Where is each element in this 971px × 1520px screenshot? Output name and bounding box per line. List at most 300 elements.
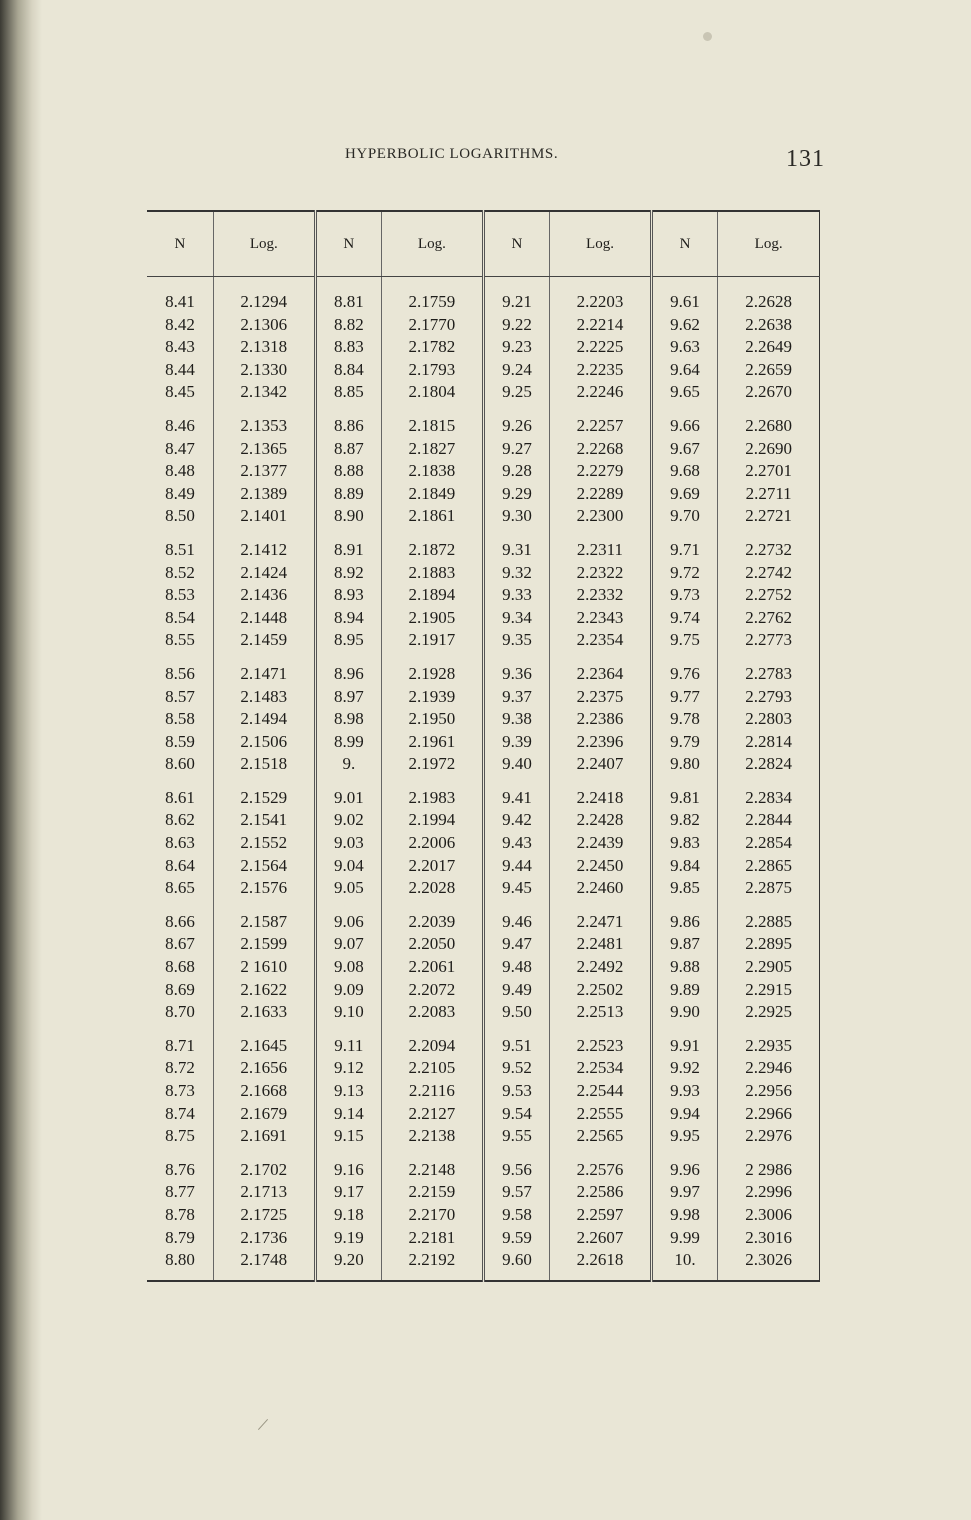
number-cell: 9.80 [651,753,717,776]
log-cell: 2.2471 [550,911,652,934]
log-cell: 2.1365 [213,438,315,461]
number-cell: 9.55 [483,1125,549,1148]
number-cell: 9.28 [483,460,549,483]
number-cell: 8.82 [315,314,381,337]
log-cell: 2.2824 [745,754,792,774]
log-cell: 2.2976 [745,1126,792,1146]
number-cell: 9.25 [483,381,549,404]
number-cell: 9.85 [651,877,717,900]
number-cell: 8.41 [147,291,213,314]
log-cell: 2.1471 [213,663,315,686]
number-cell: 9.37 [483,686,549,709]
log-cell: 2.1861 [382,505,484,528]
number-cell: 8.79 [147,1227,213,1250]
number-cell: 8.78 [147,1204,213,1227]
log-cell: 2.2083 [382,1001,484,1024]
log-cell: 2.2854 [745,833,792,853]
number-cell: 8.95 [315,629,381,652]
number-cell: 8.72 [147,1057,213,1080]
table-row [147,731,820,754]
log-cell: 2.1552 [213,832,315,855]
number-cell: 8.81 [315,291,381,314]
log-cell: 2.1838 [382,460,484,483]
number-cell: 8.70 [147,1001,213,1024]
spacer-row [147,652,820,663]
number-cell: 8.87 [315,438,381,461]
number-cell: 8.93 [315,584,381,607]
log-cell: 2.2181 [382,1227,484,1250]
number-cell: 8.54 [147,607,213,630]
table-row [147,1227,820,1250]
number-cell: 9.83 [651,832,717,855]
number-cell: 9.66 [651,415,717,438]
log-cell: 2.2680 [745,415,792,435]
number-cell: 9.08 [315,956,381,979]
table-row [147,381,820,404]
log-cell: 2.2523 [550,1035,652,1058]
log-cell: 2.2192 [382,1249,484,1272]
spacer-row [147,1272,820,1281]
log-cell: 2.2061 [382,956,484,979]
number-cell: 9.77 [651,686,717,709]
number-cell: 8.52 [147,562,213,585]
log-cell: 2.1782 [382,336,484,359]
log-cell: 2.2834 [745,787,792,807]
log-cell: 2.1928 [382,663,484,686]
log-cell: 2.1587 [213,911,315,934]
log-cell: 2.1483 [213,686,315,709]
number-cell: 9. [315,753,381,776]
number-cell: 9.53 [483,1080,549,1103]
header-log: Log. [382,211,484,277]
number-cell: 9.15 [315,1125,381,1148]
number-cell: 10. [651,1249,717,1272]
number-cell: 9.75 [651,629,717,652]
table-row [147,1080,820,1103]
table-row [147,753,820,776]
log-cell: 2.1894 [382,584,484,607]
table-row [147,1125,820,1148]
number-cell: 9.90 [651,1001,717,1024]
table-row [147,505,820,528]
log-cell: 2.2956 [745,1081,792,1100]
log-cell: 2.1770 [382,314,484,337]
table-row [147,933,820,956]
log-cell: 2.2742 [745,562,792,582]
number-cell: 9.57 [483,1181,549,1204]
number-cell: 9.41 [483,787,549,810]
number-cell: 8.43 [147,336,213,359]
log-cell: 2.2844 [745,810,792,830]
log-cell: 2.2925 [745,1002,792,1022]
log-cell: 2.1342 [213,381,315,404]
number-cell: 8.94 [315,607,381,630]
log-cell: 2 1610 [213,956,315,979]
number-cell: 9.42 [483,809,549,832]
number-cell: 9.73 [651,584,717,607]
number-cell: 9.18 [315,1204,381,1227]
log-cell: 2.2544 [550,1080,652,1103]
log-cell: 2.2670 [745,382,792,402]
number-cell: 9.89 [651,979,717,1002]
log-cell: 2.1950 [382,708,484,731]
number-cell: 8.57 [147,686,213,709]
log-cell: 2.1353 [213,415,315,438]
number-cell: 8.51 [147,539,213,562]
number-cell: 8.73 [147,1080,213,1103]
number-cell: 8.47 [147,438,213,461]
number-cell: 9.59 [483,1227,549,1250]
number-cell: 9.51 [483,1035,549,1058]
log-cell: 2.2481 [550,933,652,956]
number-cell: 9.69 [651,483,717,506]
number-cell: 8.55 [147,629,213,652]
table-row [147,438,820,461]
log-cell: 2.2534 [550,1057,652,1080]
log-cell: 2.2127 [382,1103,484,1126]
number-cell: 9.19 [315,1227,381,1250]
number-cell: 8.80 [147,1249,213,1272]
table-body [147,277,820,1281]
log-cell: 2.2311 [550,539,652,562]
number-cell: 9.52 [483,1057,549,1080]
log-cell: 2.2996 [745,1182,792,1202]
number-cell: 8.71 [147,1035,213,1058]
log-cell: 2.2257 [550,415,652,438]
number-cell: 9.06 [315,911,381,934]
log-cell: 2.2439 [550,832,652,855]
number-cell: 9.13 [315,1080,381,1103]
number-cell: 8.56 [147,663,213,686]
log-cell: 2.2752 [745,585,792,605]
table-row [147,539,820,562]
log-cell: 2.2386 [550,708,652,731]
number-cell: 9.23 [483,336,549,359]
number-cell: 9.82 [651,809,717,832]
log-cell: 2.1815 [382,415,484,438]
table-row [147,809,820,832]
log-cell: 2.3016 [745,1227,792,1247]
number-cell: 8.77 [147,1181,213,1204]
table-row [147,877,820,900]
log-cell: 2.1412 [213,539,315,562]
log-cell: 2.2450 [550,855,652,878]
log-cell: 2.2050 [382,933,484,956]
table-row [147,291,820,314]
paper-stain [703,32,712,41]
log-cell: 2.1518 [213,753,315,776]
number-cell: 9.87 [651,933,717,956]
log-cell: 2.2814 [745,731,792,751]
number-cell: 9.62 [651,314,717,337]
log-cell: 2.1448 [213,607,315,630]
log-cell: 2.2659 [745,359,792,379]
number-cell: 8.98 [315,708,381,731]
number-cell: 9.91 [651,1035,717,1058]
number-cell: 9.65 [651,381,717,404]
log-cell: 2.2214 [550,314,652,337]
table-row [147,359,820,382]
log-cell: 2.1424 [213,562,315,585]
log-cell: 2.1318 [213,336,315,359]
number-cell: 8.96 [315,663,381,686]
number-cell: 9.40 [483,753,549,776]
number-cell: 8.99 [315,731,381,754]
log-cell: 2.2105 [382,1057,484,1080]
number-cell: 9.01 [315,787,381,810]
log-cell: 2.1905 [382,607,484,630]
number-cell: 8.68 [147,956,213,979]
table-row [147,562,820,585]
number-cell: 9.43 [483,832,549,855]
log-cell: 2.2966 [745,1103,792,1123]
book-binding-edge [0,0,42,1520]
log-cell: 2.1804 [382,381,484,404]
number-cell: 9.92 [651,1057,717,1080]
number-cell: 9.48 [483,956,549,979]
table-row [147,415,820,438]
number-cell: 9.70 [651,505,717,528]
log-cell: 2.1725 [213,1204,315,1227]
number-cell: 9.26 [483,415,549,438]
number-cell: 8.50 [147,505,213,528]
table-row [147,483,820,506]
log-cell: 2 2986 [745,1159,792,1179]
log-cell: 2.1849 [382,483,484,506]
number-cell: 9.33 [483,584,549,607]
number-cell: 9.12 [315,1057,381,1080]
log-cell: 2.1827 [382,438,484,461]
log-cell: 2.2235 [550,359,652,382]
number-cell: 8.59 [147,731,213,754]
log-table [147,210,820,1282]
log-cell: 2.1506 [213,731,315,754]
number-cell: 9.58 [483,1204,549,1227]
number-cell: 9.22 [483,314,549,337]
log-cell: 2.2138 [382,1125,484,1148]
log-cell: 2.1713 [213,1181,315,1204]
number-cell: 9.10 [315,1001,381,1024]
number-cell: 8.90 [315,505,381,528]
number-cell: 9.45 [483,877,549,900]
number-cell: 9.50 [483,1001,549,1024]
table-row [147,584,820,607]
log-cell: 2.1306 [213,314,315,337]
number-cell: 9.39 [483,731,549,754]
number-cell: 9.79 [651,731,717,754]
log-cell: 2.1939 [382,686,484,709]
number-cell: 8.58 [147,708,213,731]
log-cell: 2.2905 [745,957,792,977]
number-cell: 9.35 [483,629,549,652]
spacer-row [147,1024,820,1035]
log-cell: 2.2300 [550,505,652,528]
header-log: Log. [550,211,652,277]
number-cell: 8.46 [147,415,213,438]
table-row [147,686,820,709]
number-cell: 9.93 [651,1080,717,1103]
log-cell: 2.2628 [745,292,792,311]
log-cell: 2.2576 [550,1159,652,1182]
number-cell: 8.49 [147,483,213,506]
log-cell: 2.2170 [382,1204,484,1227]
number-cell: 8.48 [147,460,213,483]
number-cell: 9.38 [483,708,549,731]
log-cell: 2.2354 [550,629,652,652]
spacer-row [147,277,820,292]
number-cell: 8.45 [147,381,213,404]
log-cell: 2.2586 [550,1181,652,1204]
log-cell: 2.1377 [213,460,315,483]
log-cell: 2.2803 [745,709,792,729]
header-n: N [315,211,381,277]
table-row [147,956,820,979]
log-cell: 2.2148 [382,1159,484,1182]
table-row [147,708,820,731]
log-cell: 2.2028 [382,877,484,900]
number-cell: 9.72 [651,562,717,585]
number-cell: 9.03 [315,832,381,855]
log-cell: 2.2690 [745,438,792,458]
table-row [147,607,820,630]
log-cell: 2.2203 [550,291,652,314]
number-cell: 8.69 [147,979,213,1002]
log-cell: 2.1401 [213,505,315,528]
table-row [147,663,820,686]
log-cell: 2.1983 [382,787,484,810]
log-cell: 2.2225 [550,336,652,359]
spacer-row [147,776,820,787]
table-row [147,460,820,483]
log-cell: 2.1576 [213,877,315,900]
number-cell: 9.31 [483,539,549,562]
number-cell: 8.62 [147,809,213,832]
number-cell: 9.07 [315,933,381,956]
number-cell: 9.11 [315,1035,381,1058]
header-n: N [147,211,213,277]
log-cell: 2.2418 [550,787,652,810]
log-cell: 2.1972 [382,753,484,776]
log-cell: 2.1436 [213,584,315,607]
log-cell: 2.2332 [550,584,652,607]
log-cell: 2.2935 [745,1035,792,1055]
log-cell: 2.2116 [382,1080,484,1103]
log-cell: 2.2094 [382,1035,484,1058]
log-cell: 2.2946 [745,1058,792,1078]
log-cell: 2.2895 [745,934,792,954]
log-cell: 2.2375 [550,686,652,709]
number-cell: 9.20 [315,1249,381,1272]
number-cell: 9.98 [651,1204,717,1227]
log-cell: 2.1633 [213,1001,315,1024]
number-cell: 9.61 [651,291,717,314]
number-cell: 9.88 [651,956,717,979]
number-cell: 8.63 [147,832,213,855]
number-cell: 9.44 [483,855,549,878]
log-cell: 2.2555 [550,1103,652,1126]
log-cell: 2.2343 [550,607,652,630]
log-cell: 2.1793 [382,359,484,382]
log-cell: 2.1702 [213,1159,315,1182]
table-row [147,1181,820,1204]
log-cell: 2.2783 [745,663,792,683]
log-cell: 2.1759 [382,291,484,314]
log-cell: 2.2701 [745,461,792,481]
log-cell: 2.2793 [745,686,792,706]
number-cell: 9.47 [483,933,549,956]
number-cell: 9.09 [315,979,381,1002]
log-cell: 2.1645 [213,1035,315,1058]
number-cell: 9.49 [483,979,549,1002]
log-cell: 2.2721 [745,506,792,526]
log-cell: 2.3006 [745,1204,792,1224]
log-cell: 2.2762 [745,607,792,627]
log-cell: 2.1564 [213,855,315,878]
number-cell: 9.46 [483,911,549,934]
number-cell: 9.74 [651,607,717,630]
table-row [147,314,820,337]
number-cell: 9.84 [651,855,717,878]
number-cell: 9.04 [315,855,381,878]
table-row [147,1001,820,1024]
log-cell: 2.1917 [382,629,484,652]
running-head: HYPERBOLIC LOGARITHMS. [345,146,559,162]
header-log: Log. [718,211,820,277]
header-n: N [651,211,717,277]
log-cell: 2.1622 [213,979,315,1002]
log-cell: 2.2597 [550,1204,652,1227]
log-cell: 2.2565 [550,1125,652,1148]
number-cell: 9.32 [483,562,549,585]
log-cell: 2.2322 [550,562,652,585]
number-cell: 9.17 [315,1181,381,1204]
log-cell: 2.1691 [213,1125,315,1148]
table-row [147,911,820,934]
table-row [147,1103,820,1126]
number-cell: 9.02 [315,809,381,832]
log-cell: 2.2649 [745,337,792,357]
number-cell: 8.91 [315,539,381,562]
number-cell: 8.84 [315,359,381,382]
log-cell: 2.2289 [550,483,652,506]
number-cell: 9.68 [651,460,717,483]
log-cell: 2.1599 [213,933,315,956]
log-cell: 2.2428 [550,809,652,832]
log-cell: 2.1994 [382,809,484,832]
number-cell: 9.94 [651,1103,717,1126]
log-cell: 2.1872 [382,539,484,562]
table-row [147,629,820,652]
number-cell: 8.76 [147,1159,213,1182]
number-cell: 8.65 [147,877,213,900]
number-cell: 9.30 [483,505,549,528]
log-cell: 2.1529 [213,787,315,810]
number-cell: 8.92 [315,562,381,585]
log-cell: 2.2006 [382,832,484,855]
log-cell: 2.2279 [550,460,652,483]
log-cell: 2.2607 [550,1227,652,1250]
number-cell: 8.86 [315,415,381,438]
pencil-mark [258,1419,268,1430]
spacer-row [147,404,820,415]
table-row [147,1249,820,1272]
log-cell: 2.2017 [382,855,484,878]
log-cell: 2.3026 [745,1250,792,1270]
table-row [147,832,820,855]
number-cell: 8.67 [147,933,213,956]
spacer-row [147,528,820,539]
log-cell: 2.1668 [213,1080,315,1103]
